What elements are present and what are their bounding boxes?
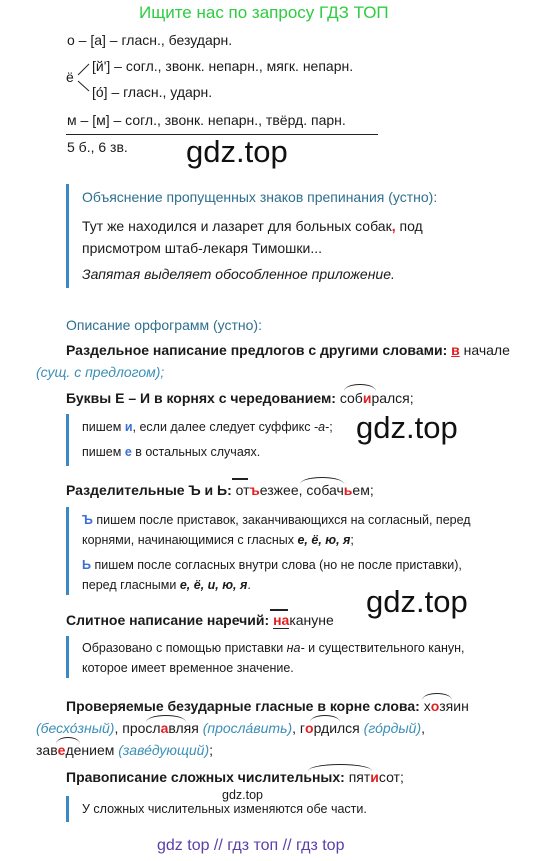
orthogram-2: Буквы Е – И в корнях с чередованием: собирался; <box>66 390 414 406</box>
phonetic-yo-letter: ё <box>66 69 74 85</box>
phonetic-yo-line2: [о́] – гласн., ударн. <box>92 84 213 100</box>
orthogram-3-rule2b: перед гласными е, ё, и, ю, я. <box>82 578 251 592</box>
orthogram-2-rule2: пишем е в остальных случаях. <box>82 445 261 459</box>
watermark: gdz.top <box>222 788 264 802</box>
phonetic-o: о – [а] – гласн., безударн. <box>67 32 233 48</box>
quote-bar <box>66 184 69 288</box>
orthogram-6-rule: У сложных числительных изменяются обе части. <box>82 802 367 816</box>
orthogram-3-rule1b: корнями, начинающимися с гласных е, ё, ю, я; <box>82 533 354 547</box>
banner-text: Ищите нас по запросу ГДЗ ТОП <box>139 3 389 22</box>
punctuation-note: Запятая выделяет обособленное приложение. <box>82 266 395 282</box>
orthogram-3: Разделительные Ъ и Ь: отъезжее, собачьем; <box>66 482 374 498</box>
watermark: gdz.top <box>356 410 458 445</box>
orthogram-6: Правописание сложных числительных: пятисот; <box>66 769 404 785</box>
phonetic-m: м – [м] – согл., звонк. непарн., твёрд. парн. <box>67 112 346 128</box>
orthogram-4-rule1: Образовано с помощью приставки на- и существительного канун, <box>82 641 465 655</box>
prefix-mark <box>270 609 288 611</box>
orthograms-title: Описание орфограмм (устно): <box>66 317 262 333</box>
orthogram-1: Раздельное написание предлогов с другими словами: в начале <box>66 342 510 358</box>
orthogram-4-rule2: которое имеет временное значение. <box>82 661 294 675</box>
orthogram-1-note: (сущ. с предлогом); <box>36 364 165 380</box>
punctuation-title: Объяснение пропущенных знаков препинания (устно): <box>82 189 438 205</box>
phonetic-yo-line1: [й'] – согл., звонк. непарн., мягк. непарн. <box>92 58 354 74</box>
brace-lines <box>76 60 92 96</box>
punctuation-sentence-line1: Тут же находился и лазарет для больных собак, под <box>82 218 423 234</box>
prefix-mark <box>232 478 248 480</box>
orthogram-4: Слитное написание наречий: накануне <box>66 612 334 628</box>
sound-count: 5 б., 6 зв. <box>67 139 128 155</box>
punctuation-sentence-line2: присмотром штаб-лекаря Тимошки... <box>82 240 323 256</box>
footer-text: gdz top // гдз топ // гдз top <box>157 837 345 854</box>
orthogram-5-line3: заведением (заве́дующий); <box>36 742 213 758</box>
quote-bar <box>66 414 69 466</box>
watermark: gdz.top <box>366 584 468 619</box>
orthogram-3-rule2a: Ь пишем после согласных внутри слова (но не после приставки), <box>82 558 462 572</box>
orthogram-5-line1: Проверяемые безударные гласные в корне слова: хозяин <box>66 698 469 714</box>
orthogram-5-line2: (бесхо́зный), прославляя (просла́вить), гордился (го́рдый), <box>36 720 426 736</box>
watermark: gdz.top <box>186 134 288 169</box>
quote-bar <box>66 636 69 678</box>
orthogram-2-rule1: пишем и, если далее следует суффикс -а-; <box>82 420 333 434</box>
orthogram-3-rule1a: Ъ пишем после приставок, заканчивающихся на согласный, перед <box>82 513 471 527</box>
quote-bar <box>66 796 69 822</box>
quote-bar <box>66 507 69 595</box>
